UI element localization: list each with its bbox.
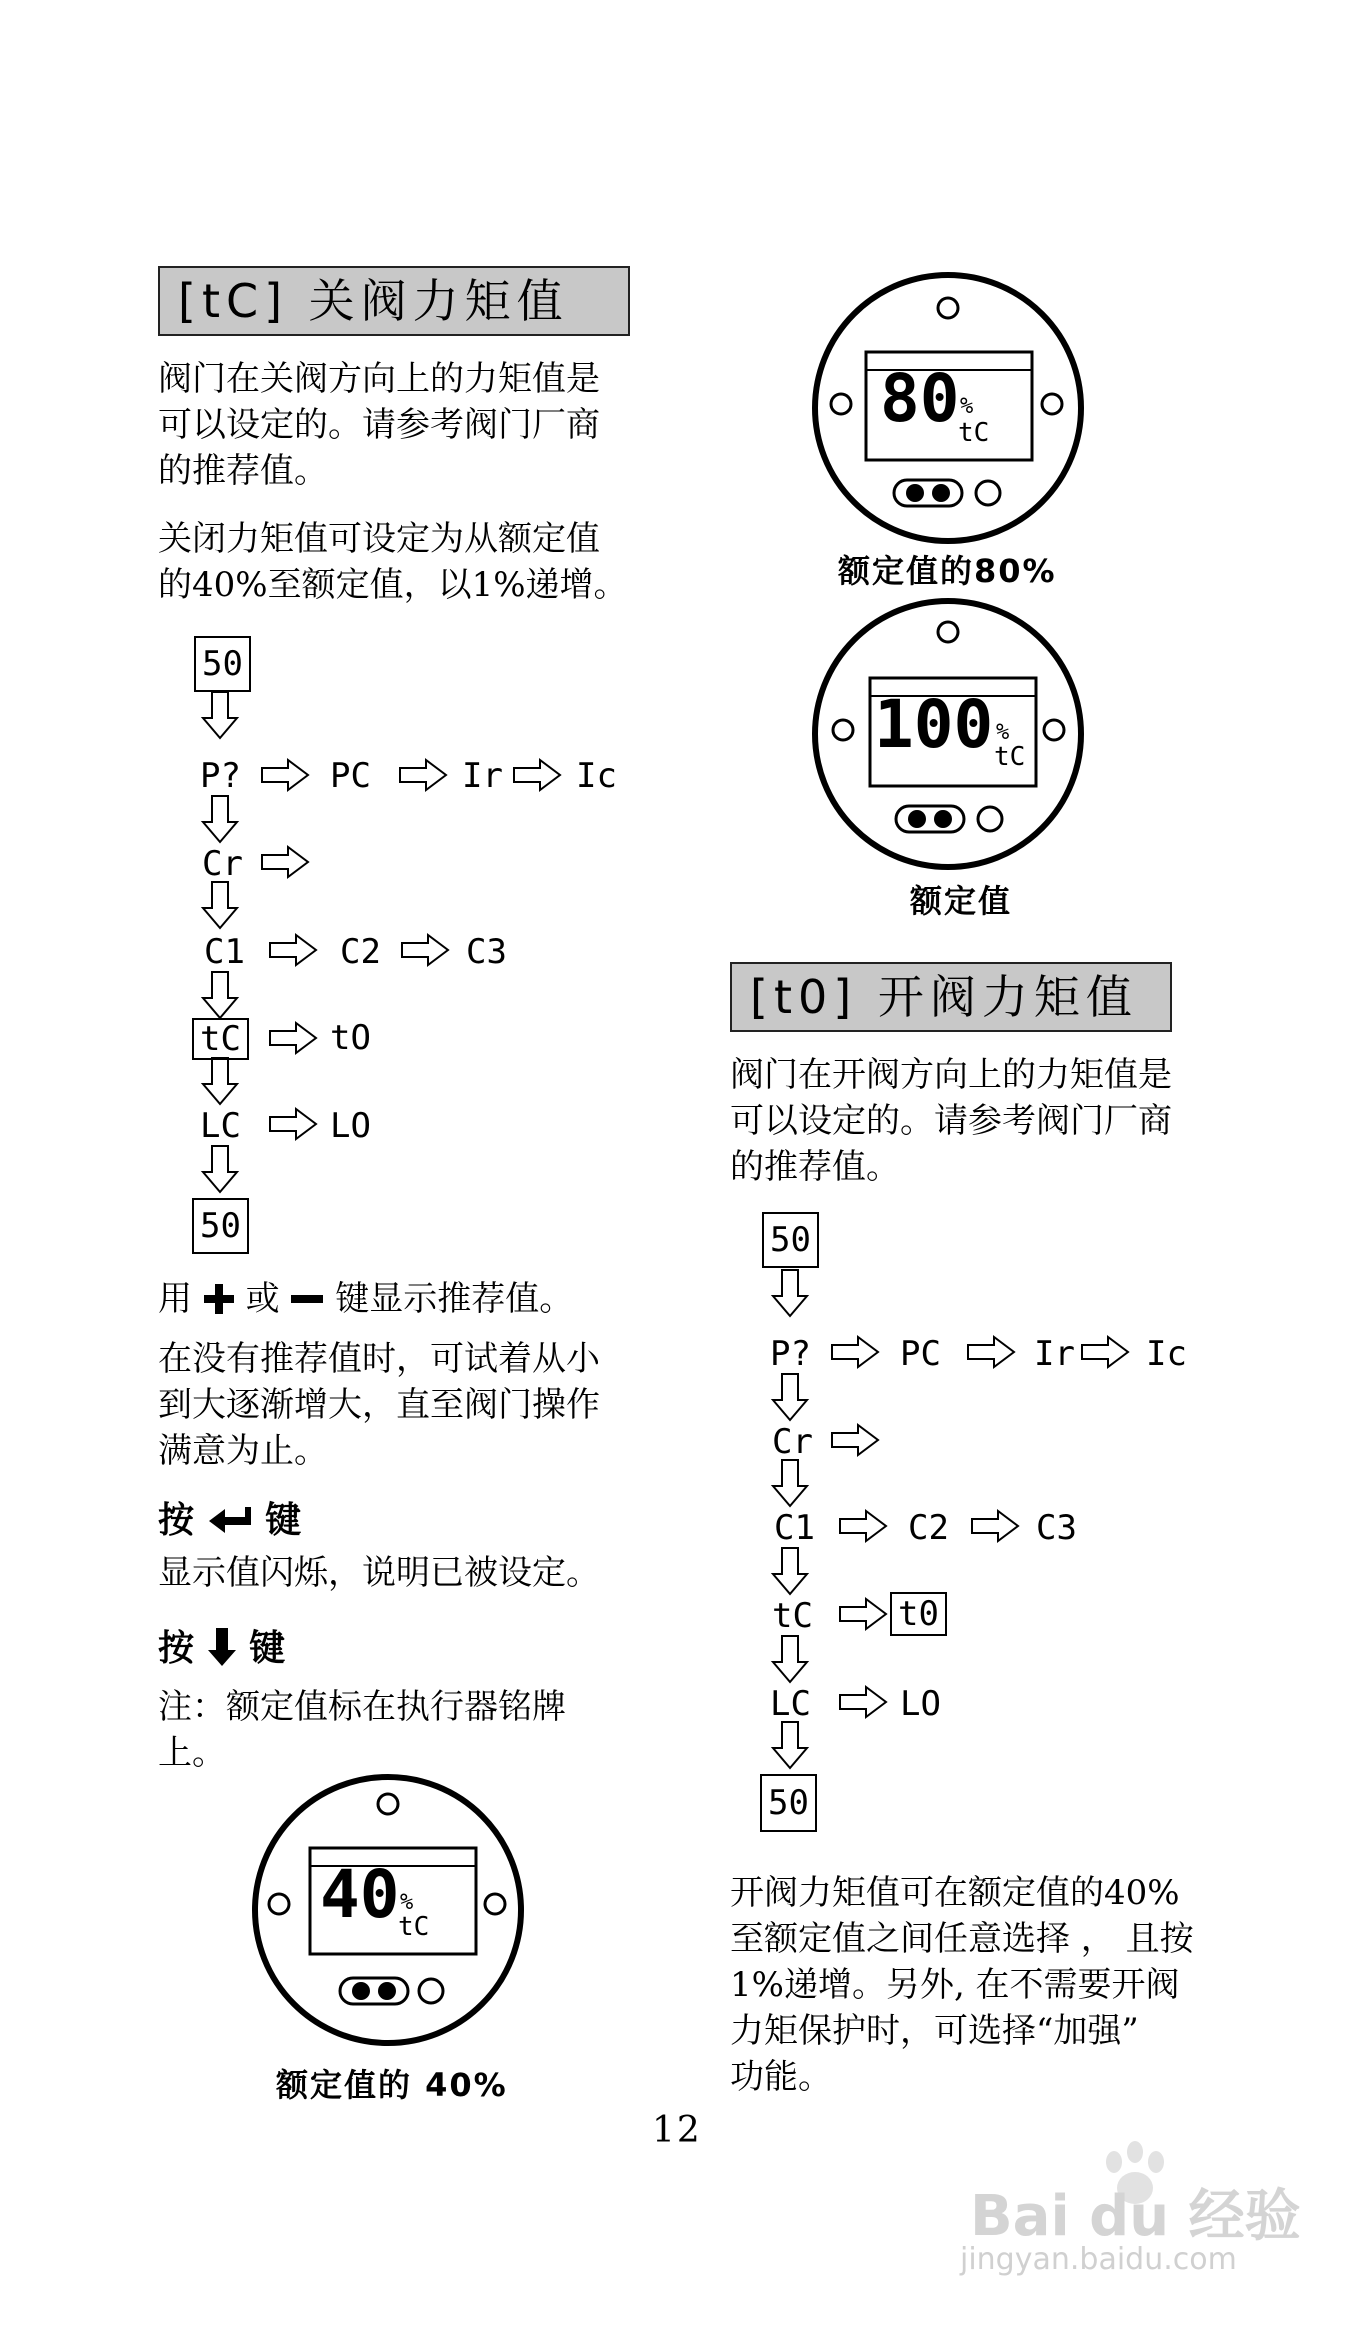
down-prefix: 按 — [158, 1628, 195, 1669]
note-paragraph — [158, 1684, 566, 1776]
enter-key-instruction — [158, 1492, 301, 1543]
flow-item-c3: C3 — [466, 932, 507, 972]
flow-item-lc: LC — [200, 1106, 241, 1146]
flow-item-ir: Ir — [1034, 1334, 1075, 1374]
flow-start-box: 50 — [194, 636, 251, 692]
flow-item-to: tO — [330, 1018, 371, 1058]
display-40-unit: % — [400, 1890, 414, 1915]
flow-item-to-selected: t0 — [890, 1592, 947, 1636]
text-line: 可以设定的。请参考阀门厂商 — [158, 405, 600, 445]
flow-item-cr: Cr — [772, 1422, 813, 1462]
display-40-code: tC — [398, 1912, 430, 1942]
display-80-unit: % — [960, 394, 974, 419]
text-line: 阀门在关阀方向上的力矩值是 — [158, 359, 600, 399]
text-line: 显示值闪烁，说明已被设定。 — [158, 1553, 600, 1593]
down-arrow-icon — [207, 1626, 237, 1668]
flow-item-c1: C1 — [774, 1508, 815, 1548]
text-line: 1%递增。另外, 在不需要开阀 — [730, 1965, 1180, 2005]
minus-icon — [290, 1283, 324, 1315]
flow-item-lo: LO — [900, 1684, 941, 1724]
plus-icon — [203, 1283, 235, 1315]
keys-suffix: 键显示推荐值。 — [335, 1279, 574, 1319]
text-line: 阀门在开阀方向上的力矩值是 — [730, 1055, 1172, 1095]
page-number: 12 — [652, 2110, 702, 2151]
keys-middle: 或 — [245, 1279, 280, 1319]
text-line: 到大逐渐增大，直至阀门操作 — [158, 1385, 600, 1425]
display-100-value: 100 — [874, 686, 994, 763]
text-line: 至额定值之间任意选择 ， 且按 — [730, 1919, 1194, 1959]
display-100-unit: % — [996, 720, 1010, 745]
flow-item-pc: PC — [330, 756, 371, 796]
flow-item-ic: Ic — [576, 756, 617, 796]
keys-line — [158, 1276, 573, 1322]
section-heading-to: [t0] 开阀力矩值 — [730, 962, 1172, 1032]
flow-start-box: 50 — [762, 1212, 819, 1268]
flow-item-c3: C3 — [1036, 1508, 1077, 1548]
flow-item-c2: C2 — [908, 1508, 949, 1548]
flow-item-lo: LO — [330, 1106, 371, 1146]
section-heading-tc: [tC] 关阀力矩值 — [158, 266, 630, 336]
display-80-caption: 额定值的80% — [838, 552, 1057, 590]
flow-item-tc-selected: tC — [192, 1018, 249, 1060]
enter-suffix: 键 — [265, 1500, 302, 1541]
flow-item-p: P? — [200, 756, 241, 796]
watermark-brand: Bai du 经验 — [970, 2184, 1301, 2249]
enter-key-icon — [207, 1505, 253, 1535]
display-100-code: tC — [994, 742, 1026, 772]
text-line: 注：额定值标在执行器铭牌 — [158, 1687, 566, 1727]
display-100-caption: 额定值 — [910, 882, 1013, 920]
to-intro-paragraph — [730, 1052, 1172, 1190]
to-closing-paragraph — [730, 1870, 1194, 2100]
display-80-value: 80 — [880, 360, 960, 437]
keys-prefix: 用 — [158, 1279, 192, 1319]
flow-end-box: 50 — [192, 1198, 249, 1254]
flow-item-c2: C2 — [340, 932, 381, 972]
flow-item-c1: C1 — [204, 932, 245, 972]
down-key-instruction — [158, 1620, 285, 1671]
text-line: 的推荐值。 — [158, 451, 328, 491]
flow-item-ic: Ic — [1146, 1334, 1187, 1374]
watermark-url: jingyan.baidu.com — [960, 2242, 1237, 2277]
text-line: 的推荐值。 — [730, 1147, 900, 1187]
text-line: 功能。 — [730, 2057, 832, 2097]
text-line: 上。 — [158, 1733, 226, 1773]
flow-item-ir: Ir — [462, 756, 503, 796]
display-40-value: 40 — [320, 1856, 400, 1933]
text-line: 力矩保护时，可选择“加强” — [730, 2011, 1139, 2051]
text-line: 开阀力矩值可在额定值的40% — [730, 1873, 1180, 1913]
text-line: 满意为止。 — [158, 1431, 328, 1471]
text-line: 在没有推荐值时，可试着从小 — [158, 1339, 600, 1379]
tc-menu-flow-arrows — [0, 0, 700, 1300]
flow-item-pc: PC — [900, 1334, 941, 1374]
flow-item-lc: LC — [770, 1684, 811, 1724]
flow-end-box: 50 — [760, 1774, 817, 1832]
text-line: 关闭力矩值可设定为从额定值 — [158, 519, 600, 559]
text-line: 可以设定的。请参考阀门厂商 — [730, 1101, 1172, 1141]
flow-item-cr: Cr — [202, 844, 243, 884]
flow-item-tc: tC — [772, 1596, 813, 1636]
enter-prefix: 按 — [158, 1500, 195, 1541]
text-line: 的40%至额定值，以1%递增。 — [158, 565, 628, 605]
flow-item-p: P? — [770, 1334, 811, 1374]
down-suffix: 键 — [249, 1628, 286, 1669]
display-40-caption: 额定值的 40% — [276, 2066, 508, 2104]
adjust-paragraph — [158, 1336, 600, 1474]
display-80-code: tC — [958, 418, 990, 448]
enter-explanation — [158, 1550, 600, 1596]
